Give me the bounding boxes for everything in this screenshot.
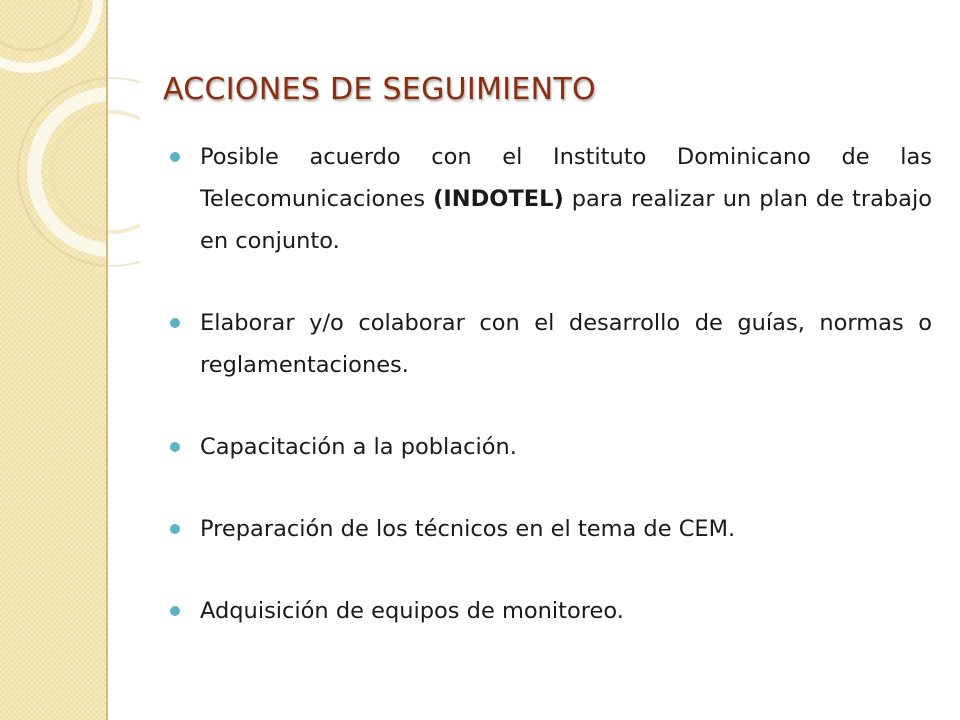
bullet-item-indotel [170,136,932,262]
bullet-dot-icon [170,524,180,534]
bullet-text: Capacitación a la población. [200,434,517,460]
bullet-item-tecnicos [170,508,932,550]
bullet-text-part: Posible acuerdo con el Instituto Dominicano de las Telecomunicaciones [200,144,932,212]
bullet-text: Adquisición de equipos de monitoreo. [200,598,624,624]
bullet-text: Elaborar y/o colaborar con el desarrollo de guías, normas o reglamentaciones. [200,310,932,378]
bullet-bold-indotel: (INDOTEL) [433,186,564,212]
decorative-circles [0,0,140,720]
bullet-dot-icon [170,442,180,452]
bullet-dot-icon [170,318,180,328]
slide-title: ACCIONES DE SEGUIMIENTO [163,72,596,107]
side-divider-line [106,0,108,720]
bullet-text: Preparación de los técnicos en el tema de CEM. [200,516,736,542]
bullet-item-guias [170,302,932,386]
bullet-item-capacitacion [170,426,932,468]
bullet-item-equipos [170,590,932,632]
bullet-dot-icon [170,606,180,616]
bullet-text-part: para realizar un plan de trabajo en conjunto. [200,186,932,254]
bullet-list [170,136,932,632]
bullet-dot-icon [170,152,180,162]
